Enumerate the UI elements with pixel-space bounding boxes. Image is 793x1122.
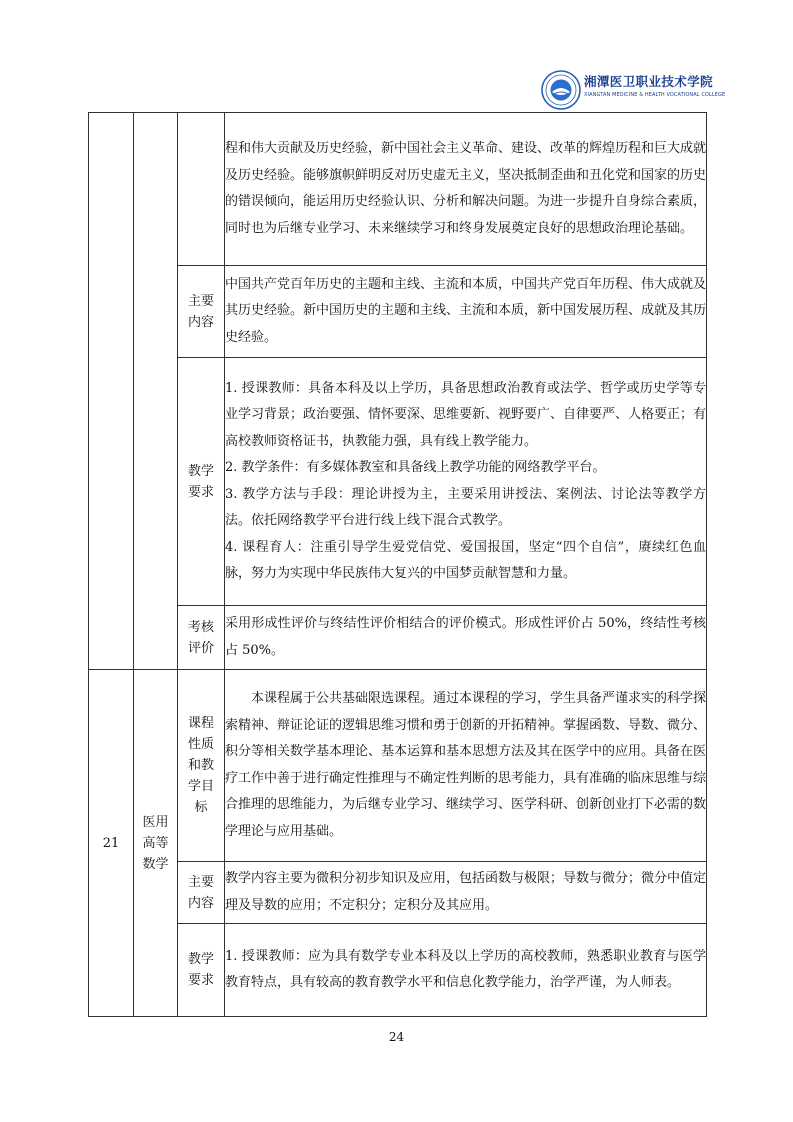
course-name-cell: [134, 113, 178, 670]
school-name-en: XIANGTAN MEDICINE & HEALTH VOCATIONAL COLLEGE: [584, 92, 726, 98]
section-label-cell: [178, 924, 225, 1017]
content-paragraph: 3. 教学方法与手段：理论讲授为主，主要采用讲授法、案例法、讨论法等教学方法。依托网络教学平台进行线上线下混合式教学。: [225, 486, 706, 528]
row-number-cell: 21: [89, 670, 134, 1017]
table-row: [89, 113, 707, 266]
row-number-cell: [89, 113, 134, 670]
table-row: [89, 358, 707, 606]
content-paragraph: 中国共产党百年历史的主题和主线、主流和本质，中国共产党百年历程、伟大成就及其历史经验。新中国历史的主题和主线、主流和本质，新中国发展历程、成就及其历史经验。: [225, 276, 707, 345]
content-paragraph: 1. 授课教师：具备本科及以上学历，具备思想政治教育或法学、哲学或历史学等专业学习背景；政治要强、情怀要深、思维要新、视野要广、自律要严、人格要正；有高校教师资格证书，执教能力强，具有线上教学能力。: [225, 380, 707, 449]
section-content-cell: [225, 606, 707, 670]
section-label-cell: [178, 266, 225, 358]
school-name: 湘潭医卫职业技术学院: [584, 74, 714, 89]
content-paragraph: 1. 授课教师：应为具有数学专业本科及以上学历的高校教师，熟悉职业教育与医学教育特点，具有较高的教育教学水平和信息化教学能力，治学严谨，为人师表。: [225, 948, 706, 990]
content-paragraph: 程和伟大贡献及历史经验，新中国社会主义革命、建设、改革的辉煌历程和巨大成就及历史经验。能够旗帜鲜明反对历史虚无主义，坚决抵制歪曲和丑化党和国家的历史的错误倾向，能运用历史经验认识、分析和解决问题。为进一步提升自身综合素质，同时也为后继专业学习、未来继续学习和终身发展奠定良好的思想政治理论基础。: [225, 141, 707, 236]
section-label: 主要内容: [187, 874, 214, 911]
content-paragraph: 本课程属于公共基础限选课程。通过本课程的学习，学生具备严谨求实的科学探索精神、辩证论证的逻辑思维习惯和勇于创新的开拓精神。掌握函数、导数、微分、积分等相关数学基本理论、基本运算和基本思想方法及其在医学中的应用。具备在医疗工作中善于进行确定性推理与不确定性判断的思考能力，具有准确的临床思维与综合推理的思维能力，为后继专业学习、继续学习、医学科研、创新创业打下必需的数学理论与应用基础。: [225, 691, 707, 839]
school-seal-logo: [541, 70, 581, 110]
table-row: [89, 924, 707, 1017]
content-paragraph: 2. 教学条件：有多媒体教室和具备线上教学功能的网络教学平台。: [225, 460, 606, 475]
course-name-cell: [134, 670, 178, 1017]
section-content-cell: [225, 862, 707, 924]
section-label-cell: [178, 670, 225, 862]
course-table: [88, 112, 707, 1017]
course-name: 医用高等数学: [142, 814, 169, 872]
section-content-cell: [225, 113, 707, 266]
table-row: [89, 606, 707, 670]
section-content-cell: [225, 670, 707, 862]
table-row: [89, 862, 707, 924]
section-label: 课程性质和教学目标: [187, 716, 214, 815]
content-paragraph: 采用形成性评价与终结性评价相结合的评价模式。形成性评价占 50%，终结性考核占 50%。: [225, 616, 706, 658]
section-label: 主要内容: [187, 293, 214, 330]
section-label-cell: [178, 113, 225, 266]
section-content-cell: [225, 924, 707, 1017]
table-row: [89, 266, 707, 358]
content-paragraph: 4. 课程育人：注重引导学生爱党信党、爱国报国，坚定“四个自信”，赓续红色血脉，努力为实现中华民族伟大复兴的中国梦贡献智慧和力量。: [225, 539, 706, 581]
section-content-cell: [225, 266, 707, 358]
section-label-cell: [178, 358, 225, 606]
section-label: 教学要求: [187, 952, 214, 988]
section-label-cell: [178, 862, 225, 924]
table-row: [89, 670, 707, 862]
content-paragraph: 教学内容主要为微积分初步知识及应用，包括函数与极限；导数与微分；微分中值定理及导数的应用；不定积分；定积分及其应用。: [225, 871, 707, 913]
page-number: 24: [388, 1030, 405, 1044]
section-content-cell: [225, 358, 707, 606]
section-label: 教学要求: [187, 463, 214, 500]
section-label-cell: [178, 606, 225, 670]
section-label: 考核评价: [187, 619, 214, 656]
